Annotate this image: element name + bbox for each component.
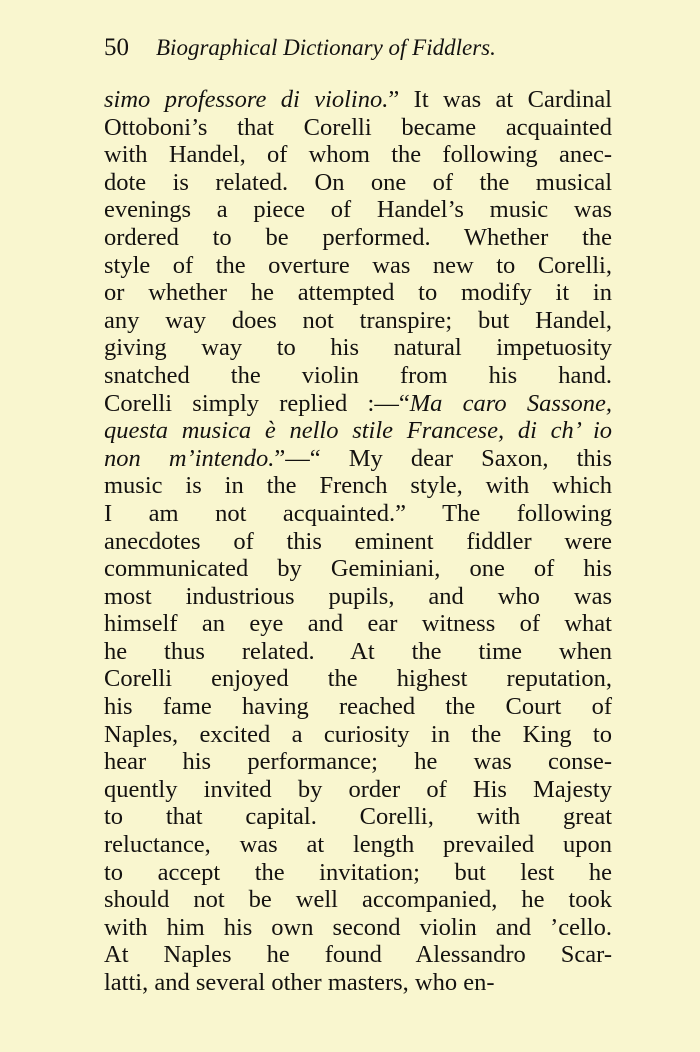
text-segment: latti, and several other masters, who en-	[104, 969, 495, 996]
text-segment: dote is related. On one of the musical	[104, 168, 612, 196]
text-segment: any way does not transpire; but Handel,	[104, 306, 612, 334]
text-segment: evenings a piece of Handel’s music was	[104, 196, 612, 224]
text-line	[104, 914, 612, 942]
text-line	[104, 500, 612, 528]
text-line	[104, 776, 612, 804]
page-number: 50	[104, 34, 129, 61]
text-line	[104, 969, 612, 997]
text-line	[104, 252, 612, 280]
text-segment: with him his own second violin and ’cello.	[104, 913, 612, 941]
text-line	[104, 665, 612, 693]
text-segment: style of the overture was new to Corelli,	[104, 251, 612, 279]
text-segment: ordered to be performed. Whether the	[104, 223, 612, 251]
text-line	[104, 86, 612, 114]
text-segment: he thus related. At the time when	[104, 637, 612, 665]
text-segment: himself an eye and ear witness of what	[104, 610, 612, 638]
text-segment: or whether he attempted to modify it in	[104, 279, 612, 307]
text-line	[104, 141, 612, 169]
text-segment: should not be well accompanied, he took	[104, 886, 612, 914]
text-segment: communicated by Geminiani, one of his	[104, 555, 612, 583]
body-text	[104, 86, 612, 997]
text-line	[104, 831, 612, 859]
text-segment: music is in the French style, with which	[104, 472, 612, 500]
text-line	[104, 721, 612, 749]
text-segment: giving way to his natural impetuosity	[104, 334, 612, 362]
text-line	[104, 555, 612, 583]
text-segment: reluctance, was at length prevailed upon	[104, 831, 612, 859]
italic-text: simo professore di violino.	[104, 86, 389, 113]
text-line	[104, 390, 612, 418]
text-line	[104, 169, 612, 197]
text-line	[104, 583, 612, 611]
text-segment: ” It was at Cardinal	[388, 86, 612, 113]
text-line	[104, 748, 612, 776]
text-line	[104, 803, 612, 831]
text-line	[104, 417, 612, 445]
text-line	[104, 859, 612, 887]
text-segment: Corelli enjoyed the highest reputation,	[104, 665, 612, 693]
text-line	[104, 334, 612, 362]
text-segment: ”—“ My dear Saxon, this	[274, 444, 612, 472]
italic-text: Ma caro Sassone,	[409, 389, 613, 417]
italic-text: questa musica è nello stile Francese, di ch’ io	[104, 417, 612, 445]
text-line	[104, 528, 612, 556]
text-segment: quently invited by order of His Majesty	[104, 775, 612, 803]
text-line	[104, 445, 612, 473]
text-segment: snatched the violin from his hand.	[104, 361, 612, 389]
text-segment: his fame having reached the Court of	[104, 693, 612, 721]
text-segment: to accept the invitation; but lest he	[104, 858, 612, 886]
running-title: Biographical Dictionary of Fiddlers.	[156, 35, 496, 60]
text-line	[104, 279, 612, 307]
text-line	[104, 114, 612, 142]
text-segment: hear his performance; he was conse-	[104, 748, 612, 776]
text-segment: Naples, excited a curiosity in the King to	[104, 720, 612, 748]
text-line	[104, 693, 612, 721]
text-line	[104, 886, 612, 914]
text-line	[104, 472, 612, 500]
text-segment: with Handel, of whom the following anec-	[104, 141, 612, 169]
text-segment: Corelli simply replied :—“	[104, 389, 410, 417]
text-line	[104, 638, 612, 666]
text-segment: to that capital. Corelli, with great	[104, 803, 612, 831]
text-line	[104, 362, 612, 390]
text-line	[104, 224, 612, 252]
running-header	[0, 32, 700, 72]
text-segment: At Naples he found Alessandro Scar-	[104, 941, 612, 969]
text-line	[104, 941, 612, 969]
italic-text: non m’intendo.	[104, 444, 275, 472]
text-line	[104, 307, 612, 335]
text-segment: Ottoboni’s that Corelli became acquainted	[104, 113, 612, 141]
text-segment: anecdotes of this eminent fiddler were	[104, 527, 612, 555]
text-line	[104, 610, 612, 638]
text-segment: most industrious pupils, and who was	[104, 582, 612, 610]
text-segment: I am not acquainted.” The following	[104, 499, 612, 527]
text-line	[104, 196, 612, 224]
